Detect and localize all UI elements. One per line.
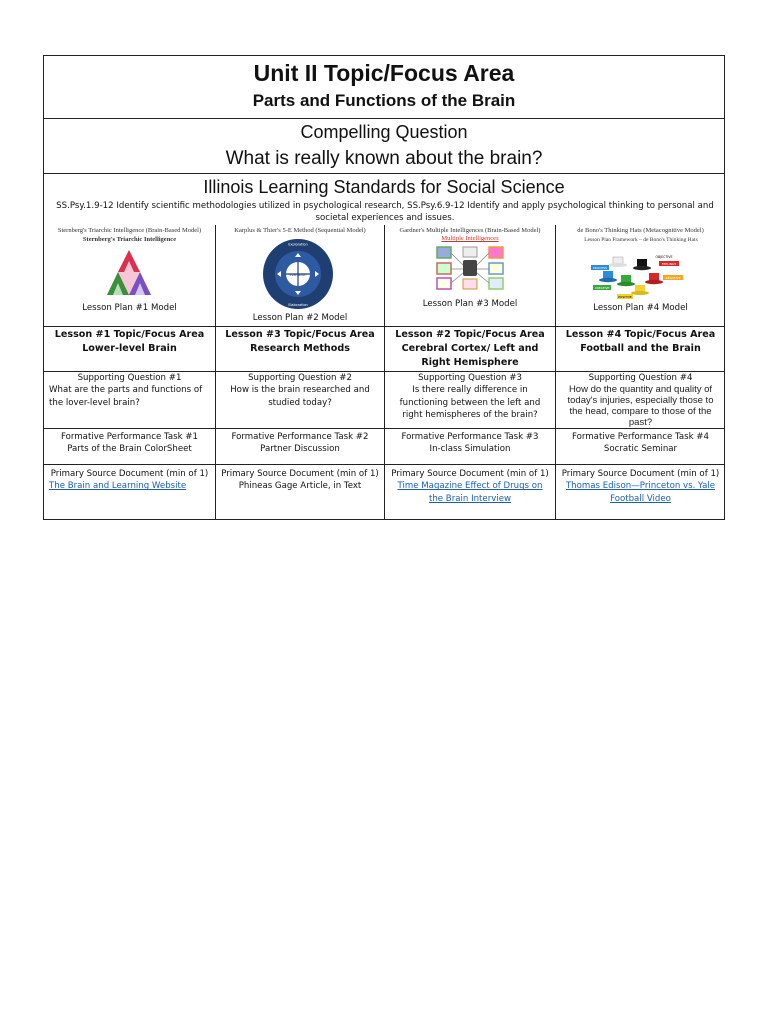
model-inner-caption: Multiple Intelligences	[441, 235, 499, 242]
task-label: Formative Performance Task #1	[61, 432, 198, 442]
lesson-heading: Lesson #1 Topic/Focus Area	[54, 329, 205, 340]
supporting-question-text: How is the brain researched and studied today?	[230, 385, 370, 408]
divider	[44, 173, 724, 174]
supporting-question-text: What are the parts and functions of the lover-level brain?	[49, 385, 203, 408]
model-caption: de Bono's Thinking Hats (Metacognitive Model)	[577, 227, 704, 234]
supporting-question-label: Supporting Question #3	[418, 373, 522, 383]
lesson-topic: Football and the Brain	[580, 343, 701, 354]
task-text: In-class Simulation	[429, 444, 511, 455]
model-caption: Karplus & Thier's 5-E Method (Sequential Model)	[234, 227, 366, 234]
multiple-intelligences-icon	[435, 245, 505, 291]
lesson-topic-cell-4	[556, 327, 725, 371]
unit-subtitle: Parts and Functions of the Brain	[252, 91, 516, 110]
source-label: Primary Source Document (min of 1)	[391, 469, 549, 479]
supporting-question-cell-1	[44, 372, 215, 428]
lesson-topic: Research Methods	[250, 343, 350, 354]
compelling-question-label: Compelling Question	[300, 122, 468, 142]
model-inner-caption: Lesson Plan Framework – de Bono's Thinking Hats	[584, 237, 698, 243]
lesson-heading: Lesson #4 Topic/Focus Area	[565, 329, 716, 340]
lesson-topic-cell-1	[44, 327, 215, 371]
compelling-question: What is really known about the brain?	[225, 148, 543, 169]
model-cell-3	[385, 225, 555, 326]
task-label: Formative Performance Task #2	[231, 432, 369, 442]
lesson-topic-cell-2	[216, 327, 384, 371]
task-cell-3	[385, 429, 555, 464]
source-label: Primary Source Document (min of 1)	[561, 469, 720, 479]
lesson-topic-cell-3	[385, 327, 555, 371]
supporting-question-text: How do the quantity and quality of today's injuries, especially those to the head, compare to those of the past?	[567, 384, 714, 428]
supporting-question-label: Supporting Question #2	[248, 373, 352, 383]
supporting-question-text: Is there really difference in functioning between the left and right hemispheres of the brain?	[399, 385, 541, 420]
hat-label: CREATIVE	[594, 286, 610, 290]
source-cell-3	[385, 465, 555, 520]
task-text: Socratic Seminar	[603, 444, 678, 455]
unit-plan-table	[43, 55, 725, 520]
model-label: Lesson Plan #2 Model	[252, 313, 348, 323]
triangle-fractal-icon	[104, 247, 154, 299]
thinking-hats-icon	[591, 251, 693, 301]
hat-label: FEELINGS	[661, 262, 677, 266]
lesson-topic: Lower-level Brain	[82, 343, 177, 354]
model-cell-1	[44, 225, 215, 326]
cycle-wheel-icon	[261, 237, 335, 311]
hat-label: POSITIVE	[618, 295, 632, 299]
supporting-question-cell-3	[385, 372, 555, 428]
task-text: Partner Discussion	[260, 444, 340, 455]
task-cell-1	[44, 429, 215, 464]
task-text: Parts of the Brain ColorSheet	[67, 444, 192, 455]
source-text: Phineas Gage Article, in Text	[238, 481, 362, 492]
task-label: Formative Performance Task #3	[401, 432, 539, 442]
lesson-heading: Lesson #3 Topic/Focus Area	[225, 329, 375, 340]
hat-label: OBJECTIVE	[655, 255, 673, 259]
supporting-question-cell-4	[556, 372, 725, 428]
standards-title: Illinois Learning Standards for Social Science	[203, 177, 565, 197]
wheel-label: Exploration	[288, 242, 308, 247]
hat-label: PROCESS	[592, 266, 608, 270]
source-cell-2	[216, 465, 384, 520]
unit-title: Unit II Topic/Focus Area	[253, 60, 515, 86]
standards-text: SS.Psy.1.9-12 Identify scientific methodologies utilized in psychological research, SS.Psy.6.9-12 Identify and apply psychological thinking to personal and societal experiences and issues.	[56, 201, 714, 223]
lesson-topic: Cerebral Cortex/ Left and Right Hemisphere	[401, 343, 539, 368]
edison-football-video-link[interactable]: Thomas Edison—Princeton vs. Yale Football Video	[565, 481, 716, 504]
model-label: Lesson Plan #1 Model	[82, 303, 177, 313]
supporting-question-cell-2	[216, 372, 384, 428]
source-cell-1	[44, 465, 215, 520]
model-label: Lesson Plan #4 Model	[593, 303, 688, 313]
time-magazine-link[interactable]: Time Magazine Effect of Drugs on the Brain Interview	[397, 481, 543, 504]
task-cell-4	[556, 429, 725, 464]
source-label: Primary Source Document (min of 1)	[221, 469, 379, 479]
supporting-question-label: Supporting Question #1	[77, 373, 182, 383]
model-label: Lesson Plan #3 Model	[422, 299, 518, 309]
wheel-label: Elaboration	[288, 303, 308, 307]
brain-learning-website-link[interactable]: The Brain and Learning Website	[49, 481, 187, 492]
model-cell-2	[216, 225, 384, 326]
divider	[44, 118, 724, 119]
model-caption: Sternberg's Triarchic Intelligence (Brain-Based Model)	[57, 227, 202, 234]
model-caption: Gardner's Multiple Intelligences (Brain-Based Model)	[399, 227, 541, 234]
model-cell-4	[556, 225, 725, 326]
lesson-heading: Lesson #2 Topic/Focus Area	[395, 329, 545, 340]
model-inner-caption: Sternberg's Triarchic Intelligence	[82, 236, 177, 243]
wheel-label: Evaluation	[289, 273, 307, 277]
task-cell-2	[216, 429, 384, 464]
source-label: Primary Source Document (min of 1)	[50, 469, 209, 479]
task-label: Formative Performance Task #4	[572, 432, 709, 442]
supporting-question-label: Supporting Question #4	[588, 373, 693, 383]
source-cell-4	[556, 465, 725, 520]
hat-label: NEGATIVE	[665, 276, 681, 280]
